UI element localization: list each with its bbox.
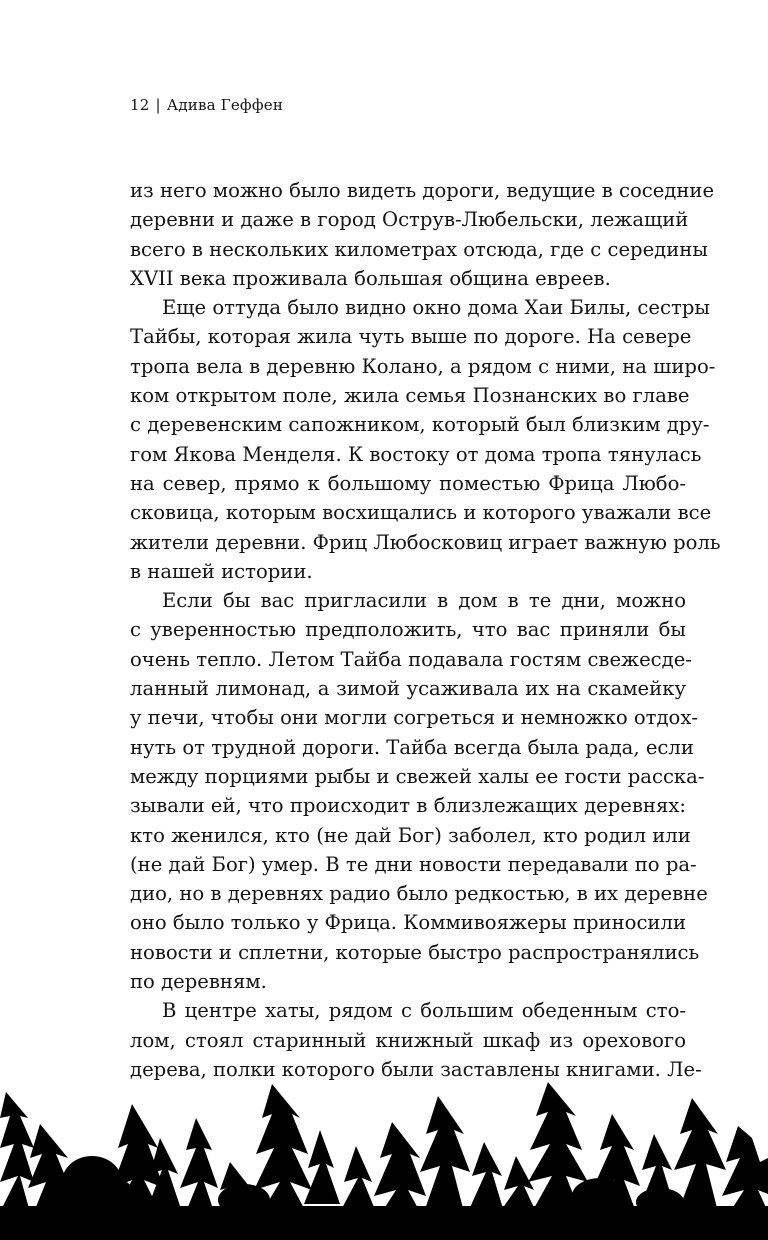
text-line: жители деревни. Фриц Любосковиц играет важную роль xyxy=(130,530,721,554)
running-head xyxy=(130,96,283,114)
paragraph xyxy=(130,293,721,586)
text-line: по деревням. xyxy=(130,970,267,994)
text-line: из него можно было видеть дороги, ведущие в соседние xyxy=(130,179,715,202)
text-line: В центре хаты, рядом с большим обеденным сто- xyxy=(162,999,686,1023)
text-line: оно было только у Фрица. Коммивояжеры приносили xyxy=(130,911,686,935)
page-number: 12 xyxy=(130,96,150,114)
text-line: XVII века проживала большая община евреев. xyxy=(130,266,611,290)
header-separator: | xyxy=(155,96,161,114)
text-line: с уверенностью предположить, что вас приняли бы xyxy=(130,618,686,642)
text-line: Если бы вас пригласили в дом в те дни, можно xyxy=(162,589,686,613)
text-line: дио, но в деревнях радио было редкостью, в их деревне xyxy=(130,882,708,906)
text-line: тропа вела в деревню Колано, а рядом с ними, на широ- xyxy=(130,354,716,378)
text-line: всего в нескольких километрах отсюда, где с середины xyxy=(130,237,708,261)
text-line: ланный лимонад, а зимой усаживала их на скамейку xyxy=(130,677,686,701)
author-name: Адива Геффен xyxy=(166,96,284,114)
text-line: у печи, чтобы они могли согреться и немножко отдох- xyxy=(130,706,699,730)
text-line: сковица, которым восхищались и которого уважали все xyxy=(130,501,712,525)
text-line: очень тепло. Летом Тайба подавала гостям свежесде- xyxy=(130,647,692,671)
text-line: ком открытом поле, жила семья Познанских во главе xyxy=(130,384,690,408)
text-line: Еще оттуда было видно окно дома Хаи Билы, сестры xyxy=(162,296,710,320)
text-line: кто женился, кто (не дай Бог) заболел, кто родил или xyxy=(130,823,691,847)
body-text xyxy=(130,176,721,1084)
text-line: между порциями рыбы и свежей халы ее гости расска- xyxy=(130,764,705,788)
text-line: с деревенским сапожником, который был близким дру- xyxy=(130,413,710,437)
text-line: новости и сплетни, которые быстро распространялись xyxy=(130,940,700,964)
forest-silhouette-icon xyxy=(0,1078,768,1240)
text-line: деревни и даже в город Острув-Любельски, лежащий xyxy=(130,208,689,232)
paragraph xyxy=(130,176,715,293)
text-line: (не дай Бог) умер. В те дни новости передавали по ра- xyxy=(130,852,697,876)
text-line: дерева, полки которого были заставлены книгами. Ле- xyxy=(130,1057,702,1081)
text-line: зывали ей, что происходит в близлежащих деревнях: xyxy=(130,794,686,818)
text-line: в нашей истории. xyxy=(130,559,313,583)
text-line: Тайбы, которая жила чуть выше по дороге. На севере xyxy=(130,325,692,349)
text-line: лом, стоял старинный книжный шкаф из орехового xyxy=(130,1028,686,1052)
text-line: нуть от трудной дороги. Тайба всегда была рада, если xyxy=(130,735,694,759)
paragraph xyxy=(130,586,708,996)
paragraph xyxy=(130,996,702,1084)
text-line: гом Якова Менделя. К востоку от дома тропа тянулась xyxy=(130,442,702,466)
text-line: на север, прямо к большому поместью Фрица Любо- xyxy=(130,471,686,495)
